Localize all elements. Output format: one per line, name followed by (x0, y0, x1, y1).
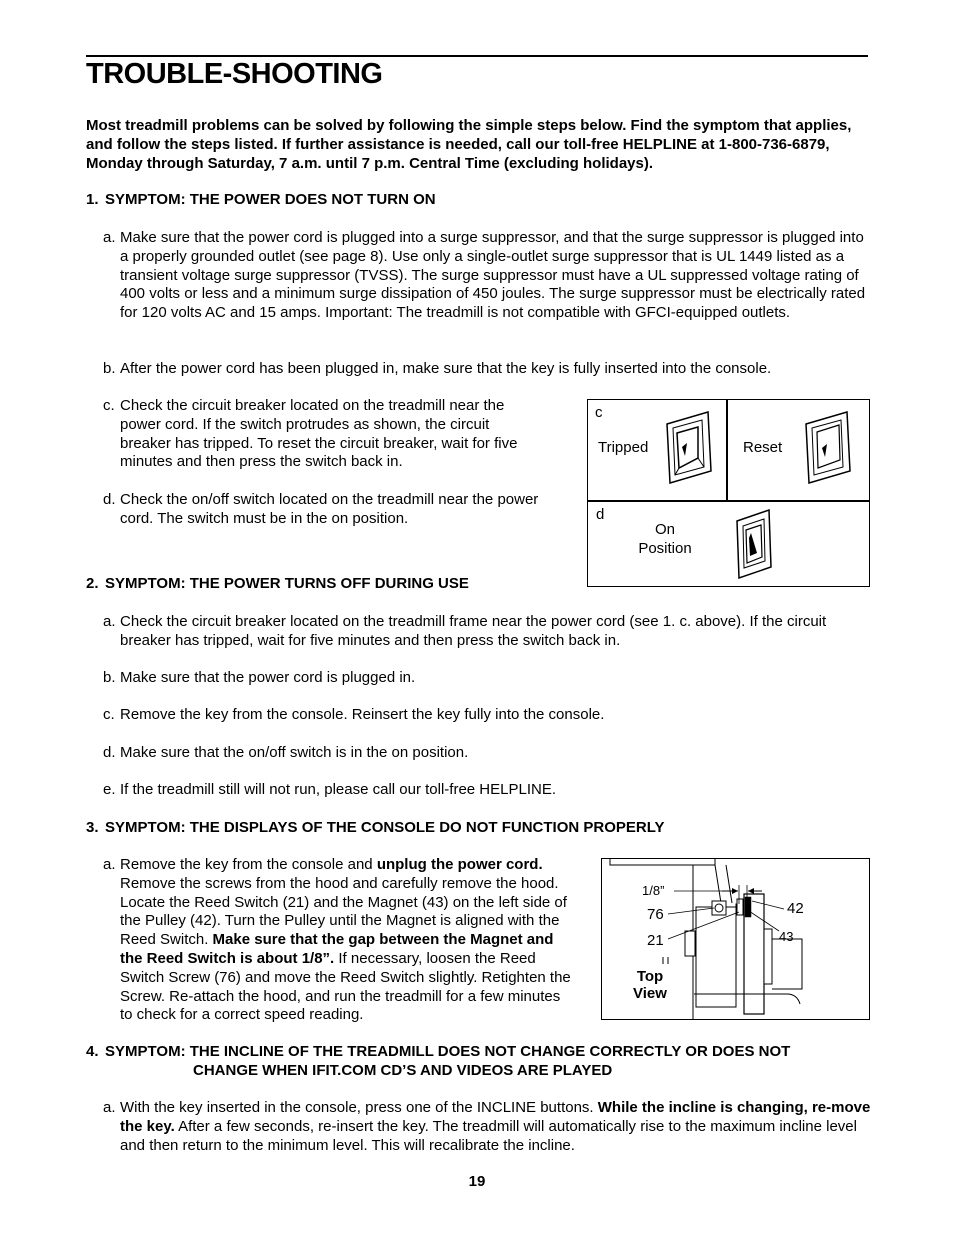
figure-label-d: d (596, 506, 605, 523)
step-1d (103, 491, 543, 529)
step-text-bold: While the incline is changing, re-move the key. (120, 1099, 871, 1135)
step-text-part: Remove the screws from the hood and carefully remove the hood. Locate the Reed Switch (21) and the Magnet (43) on the left side of the Pulley (42). Turn the Pulley until the Magnet is aligned with the Reed Switch. (120, 874, 567, 949)
step-text (120, 856, 573, 1025)
symptom-2-number: 2. (86, 575, 99, 592)
step-text-part: Remove the key from the console and (120, 856, 377, 873)
step-text (120, 1099, 871, 1155)
part-21-label: 21 (647, 932, 664, 949)
top-label: Top (636, 968, 664, 985)
symptom-1-heading (86, 191, 436, 210)
step-2d (103, 744, 871, 763)
step-text: Make sure that the power cord is plugged in. (120, 669, 416, 686)
symptom-1-title: SYMPTOM: THE POWER DOES NOT TURN ON (105, 191, 436, 208)
symptom-2-heading (86, 575, 469, 594)
step-text-bold: unplug the power cord. (376, 856, 543, 873)
step-text: Make sure that the on/off switch is in the on position. (120, 744, 469, 761)
step-text-part: With the key inserted in the console, press one of the INCLINE buttons. (120, 1099, 598, 1116)
step-3a (103, 856, 573, 1025)
step-letter: d. (103, 491, 116, 508)
symptom-4-title-line1: SYMPTOM: THE INCLINE OF THE TREADMILL DOES NOT CHANGE CORRECTLY OR DOES NOT (105, 1043, 791, 1060)
symptom-4-heading (86, 1043, 876, 1062)
figure-reed-switch (601, 858, 870, 1020)
part-43-label: 43 (779, 929, 794, 944)
view-label: View (633, 985, 667, 1002)
symptom-1-number: 1. (86, 191, 99, 208)
page-number: 19 (468, 1173, 486, 1190)
step-2a (103, 613, 871, 651)
step-letter: d. (103, 744, 116, 761)
step-text: After the power cord has been plugged in, make sure that the key is fully inserted into the console. (120, 360, 772, 377)
page-title: TROUBLE-SHOOTING (86, 58, 383, 90)
reset-label: Reset (743, 439, 783, 456)
on-off-switch-icon (734, 508, 774, 580)
step-letter: b. (103, 360, 116, 377)
step-text-bold: Make sure that the gap between the Magnet and the Reed Switch is about 1/8”. (120, 931, 554, 967)
figure-divider-horizontal (588, 500, 869, 502)
step-letter: c. (103, 397, 115, 414)
position-label: Position (638, 540, 692, 557)
step-text: Check the circuit breaker located on the treadmill near the power cord. If the switch protrudes as shown, the circuit breaker has tripped. To reset the circuit breaker, wait for five minutes and then press the switch back in. (120, 397, 518, 471)
step-text: If the treadmill still will not run, please call our toll-free HELPLINE. (120, 781, 557, 798)
step-text: Remove the key from the console. Reinsert the key fully into the console. (120, 706, 605, 723)
step-1a (103, 229, 871, 323)
step-2b (103, 669, 871, 688)
step-letter: e. (103, 781, 116, 798)
tripped-breaker-icon (664, 410, 714, 485)
symptom-4-number: 4. (86, 1043, 99, 1060)
step-1c (103, 397, 543, 472)
symptom-3-number: 3. (86, 819, 99, 836)
symptom-4-heading-line2: CHANGE WHEN IFIT.COM CD’S AND VIDEOS ARE PLAYED (193, 1062, 613, 1079)
symptom-3-title: SYMPTOM: THE DISPLAYS OF THE CONSOLE DO NOT FUNCTION PROPERLY (105, 819, 665, 836)
step-letter: a. (103, 613, 116, 630)
step-text: Check the circuit breaker located on the treadmill frame near the power cord (see 1. c. above). If the circuit breaker has tripped, wait for five minutes and then press the switch back in. (120, 613, 827, 649)
step-text-part: After a few seconds, re-insert the key. The treadmill will automatically rise to the maximum incline level and then return to the minimum level. This will recalibrate the incline. (120, 1117, 857, 1154)
reset-breaker-icon (803, 410, 853, 485)
step-letter: a. (103, 1099, 116, 1116)
figure-label-c: c (595, 404, 603, 421)
step-text: Check the on/off switch located on the treadmill near the power cord. The switch must be in the on position. (120, 491, 539, 527)
step-4a (103, 1099, 871, 1155)
tripped-label: Tripped (598, 439, 649, 456)
part-76-label: 76 (647, 906, 664, 923)
gap-label: 1/8” (642, 883, 665, 898)
step-text: Make sure that the power cord is plugged into a surge suppressor, and that the surge suppressor is plugged into a properly grounded outlet (see page 8). Use only a single-outlet surge suppressor that is UL 1449 listed as a transient voltage surge suppressor (TVSS). The surge suppressor must have a UL suppressed voltage rating of 400 volts or less and a minimum surge dissipation of 450 joules. The surge suppressor must be electrically rated for 120 volts AC and 15 amps. Important: The treadmill is not compatible with GFCI-equipped outlets. (120, 229, 866, 322)
step-letter: c. (103, 706, 115, 723)
step-letter: a. (103, 229, 116, 246)
step-1b (103, 360, 871, 379)
step-2c (103, 706, 871, 725)
header-rule (86, 55, 868, 57)
step-2e (103, 781, 871, 800)
step-text-part: If necessary, loosen the Reed Switch Screw (76) and move the Reed Switch slightly. Retighten the Screw. Re-attach the hood, and run the treadmill for a few minutes to check for a correct speed reading. (120, 949, 571, 1024)
figure-divider-vertical (726, 400, 728, 501)
on-label: On (654, 521, 675, 538)
intro-paragraph: Most treadmill problems can be solved by following the simple steps below. Find the symptom that applies, and follow the steps listed. If further assistance is needed, call our toll-free HELPLINE at 1-800-736-6879, Monday through Saturday, 7 a.m. until 7 p.m. Central Time (excluding holidays). (86, 117, 852, 172)
symptom-2-title: SYMPTOM: THE POWER TURNS OFF DURING USE (105, 575, 469, 592)
step-letter: b. (103, 669, 116, 686)
symptom-3-heading (86, 819, 665, 838)
figure-switches (587, 399, 870, 587)
step-letter: a. (103, 856, 116, 873)
part-42-label: 42 (787, 900, 804, 917)
